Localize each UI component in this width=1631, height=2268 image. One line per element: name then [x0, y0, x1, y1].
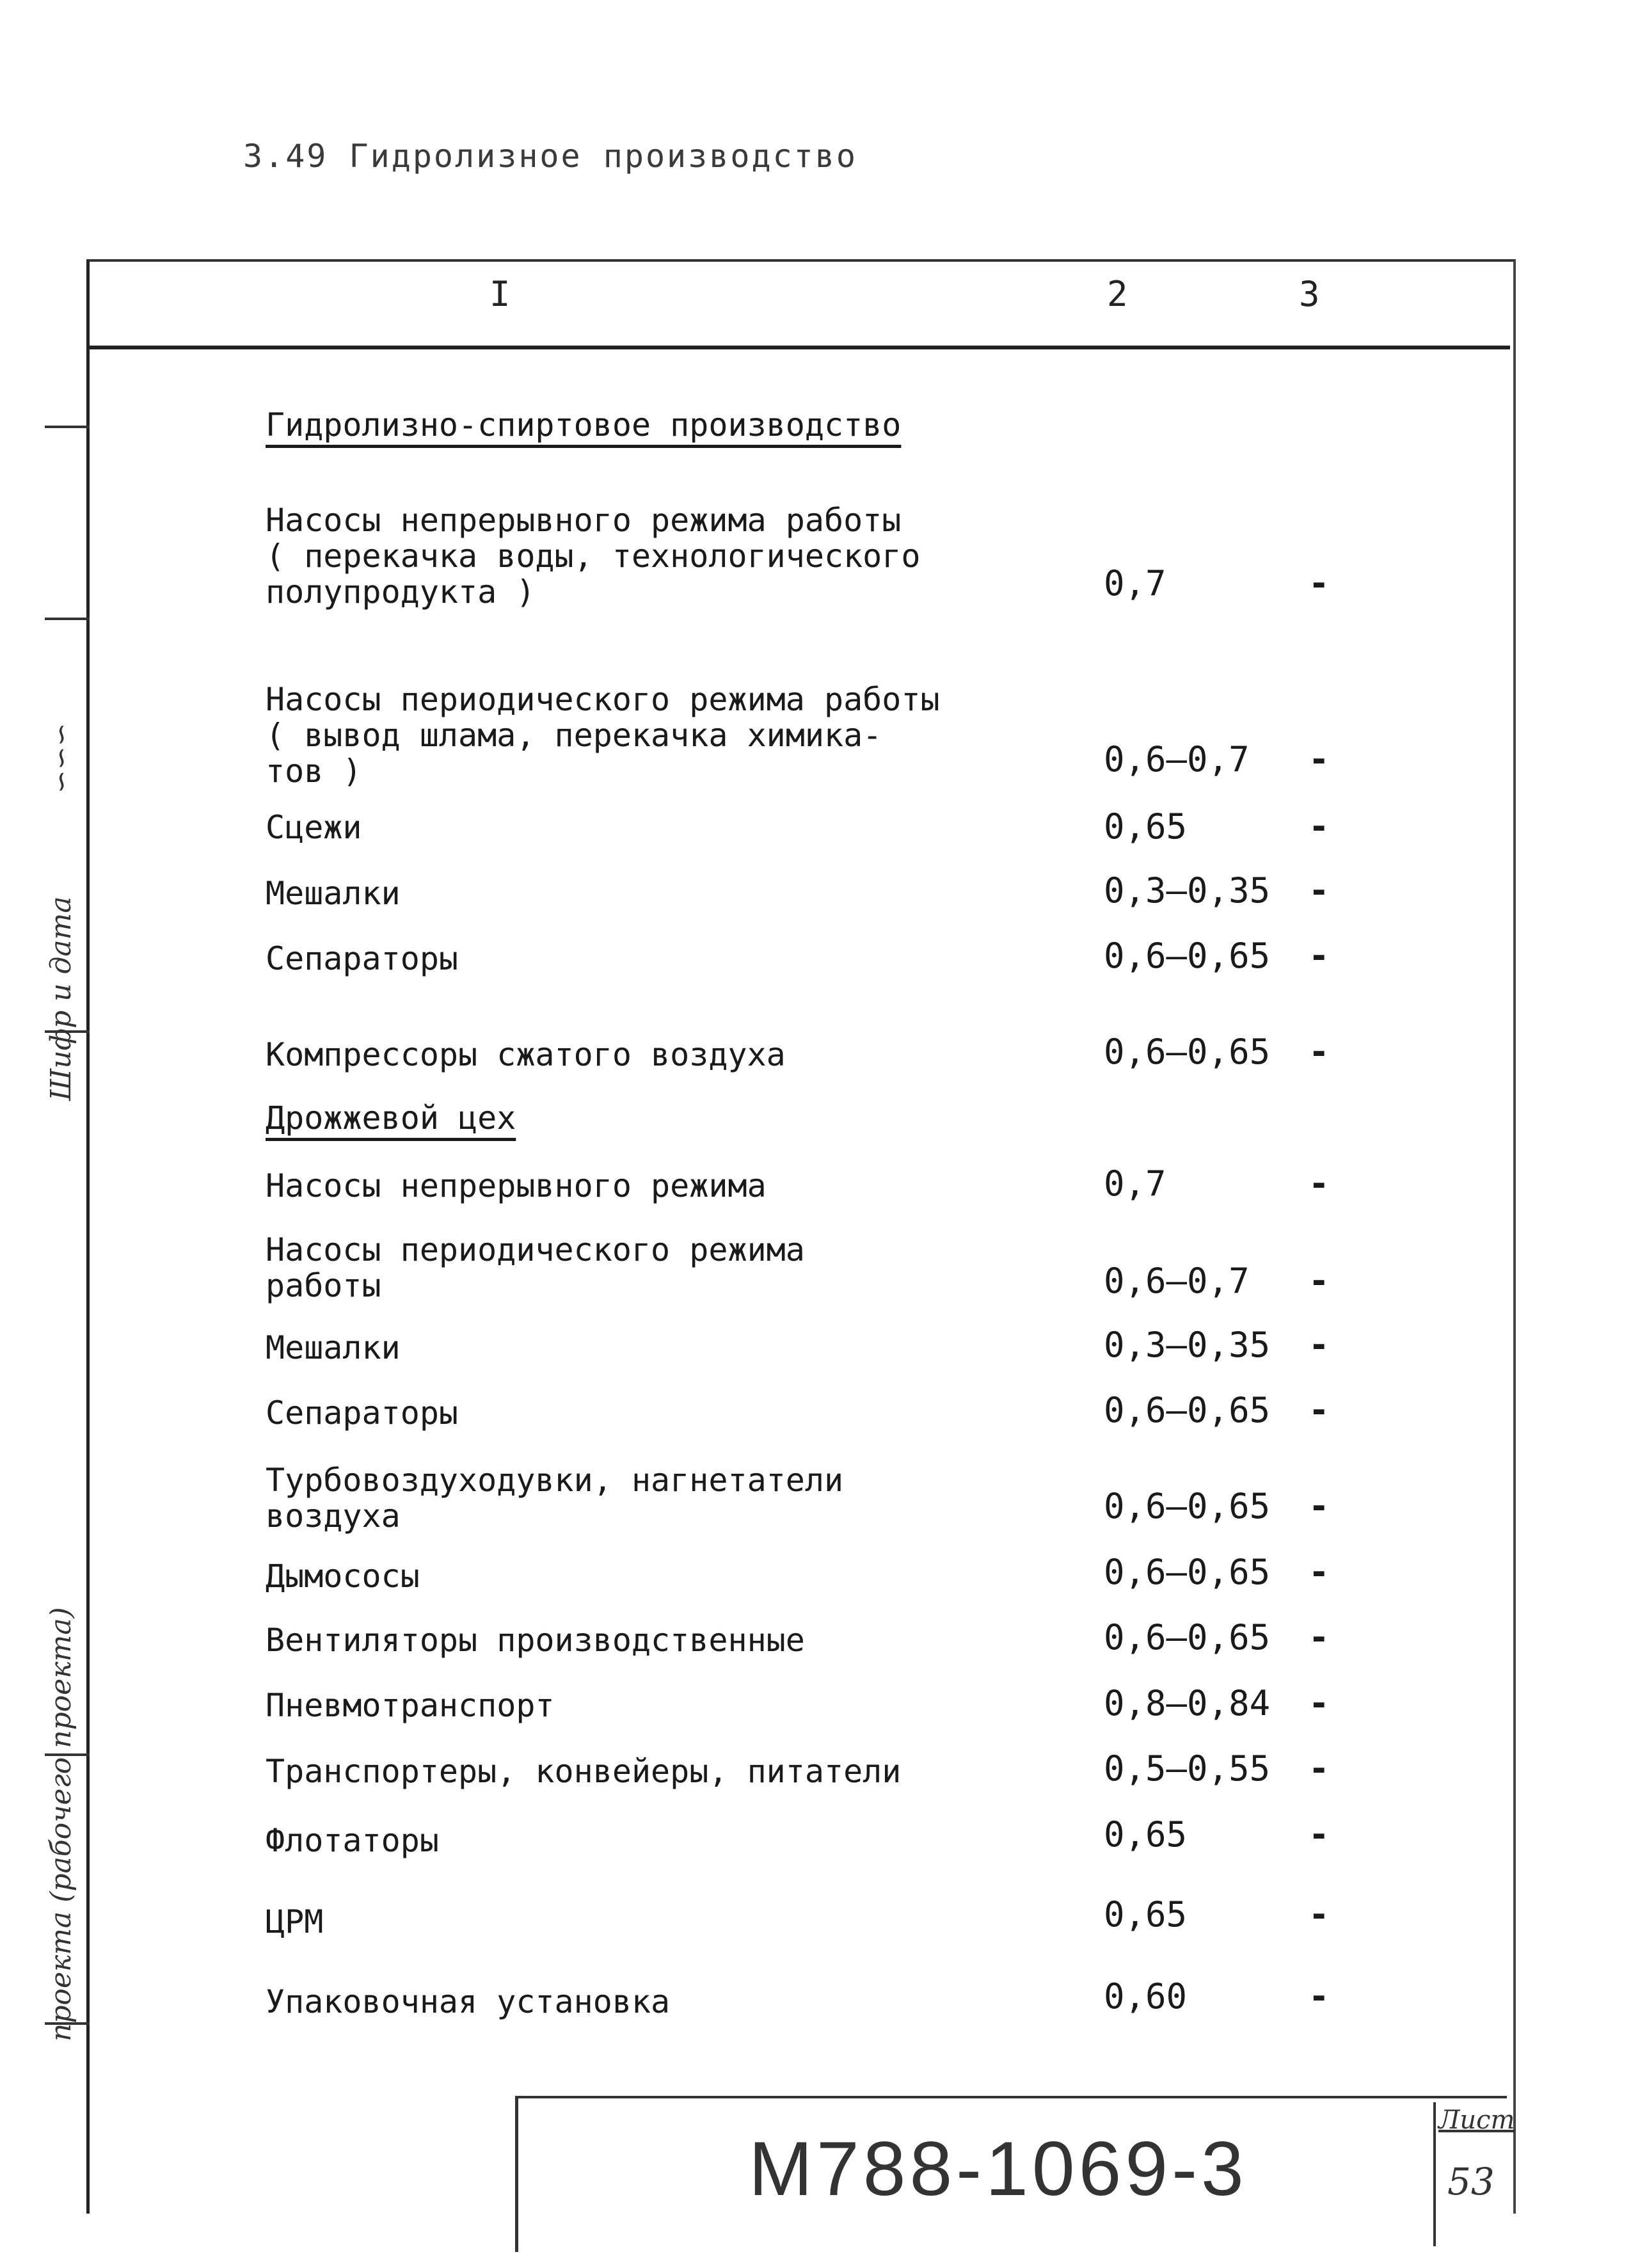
- header-divider: [90, 346, 1510, 349]
- row-value: 0,3–0,35: [1104, 870, 1271, 911]
- margin-stamp-project: проекта (рабочего проекта): [45, 1607, 77, 2041]
- row-col3: -: [1309, 936, 1330, 976]
- row-label: Пневмотранспорт: [266, 1687, 555, 1724]
- row-label: Сцежи: [266, 809, 362, 846]
- row-col3: -: [1309, 1814, 1330, 1855]
- row-value: 0,7: [1104, 563, 1166, 603]
- section-title: Дрожжевой цех: [266, 1099, 516, 1137]
- row-label: Насосы непрерывного режима: [266, 1167, 767, 1204]
- margin-stamp-code: Шифр и дата: [45, 896, 77, 1101]
- row-col3: -: [1309, 1894, 1330, 1935]
- row-col3: -: [1309, 1748, 1330, 1789]
- row-label: Насосы непрерывного режима работы ( перекачка воды, технологического полупродукта ): [266, 502, 921, 611]
- row-col3: -: [1309, 1486, 1330, 1526]
- row-label: Сепараторы: [266, 1394, 459, 1432]
- row-label: Упаковочная установка: [266, 1983, 671, 2020]
- row-label: Флотаторы: [266, 1822, 439, 1859]
- column-header-3: 3: [1299, 274, 1320, 314]
- row-col3: -: [1309, 1261, 1330, 1301]
- row-value: 0,5–0,55: [1104, 1748, 1271, 1789]
- row-label: Дымососы: [266, 1558, 420, 1595]
- row-value: 0,7: [1104, 1163, 1166, 1204]
- row-value: 0,6–0,7: [1104, 739, 1250, 779]
- row-value: 0,6–0,7: [1104, 1261, 1250, 1301]
- column-header-2: 2: [1107, 274, 1128, 314]
- row-col3: -: [1309, 1976, 1330, 2016]
- document-code: М788-1069-3: [749, 2126, 1248, 2212]
- row-label: Турбовоздуходувки, нагнетатели воздуха: [266, 1462, 844, 1535]
- row-value: 0,6–0,65: [1104, 1390, 1271, 1430]
- row-col3: -: [1309, 1325, 1330, 1365]
- row-label: Вентиляторы производственные: [266, 1622, 805, 1659]
- row-value: 0,6–0,65: [1104, 1552, 1271, 1592]
- row-label: Мешалки: [266, 1329, 401, 1366]
- row-label: Транспортеры, конвейеры, питатели: [266, 1753, 902, 1790]
- row-value: 0,6–0,65: [1104, 1486, 1271, 1526]
- row-col3: -: [1309, 1163, 1330, 1204]
- row-label: Сепараторы: [266, 940, 459, 977]
- row-label: Компрессоры сжатого воздуха: [266, 1036, 786, 1073]
- row-label: Мешалки: [266, 875, 401, 912]
- page-heading: 3.49 Гидролизное производство: [243, 138, 857, 175]
- row-col3: -: [1309, 1683, 1330, 1723]
- section-title: Гидролизно-спиртовое производство: [266, 406, 902, 443]
- row-value: 0,65: [1104, 806, 1188, 847]
- row-value: 0,8–0,84: [1104, 1683, 1271, 1723]
- row-col3: -: [1309, 1032, 1330, 1072]
- row-value: 0,6–0,65: [1104, 936, 1271, 976]
- row-col3: -: [1309, 563, 1330, 603]
- margin-signature: ∽∽∽: [45, 723, 77, 794]
- row-col3: -: [1309, 1552, 1330, 1592]
- row-col3: -: [1309, 870, 1330, 911]
- row-value: 0,65: [1104, 1894, 1188, 1935]
- row-label: ЦРМ: [266, 1903, 324, 1940]
- row-col3: -: [1309, 1617, 1330, 1657]
- row-label: Насосы периодического режима работы: [266, 1231, 805, 1304]
- row-col3: -: [1309, 806, 1330, 847]
- sheet-label: Лист: [1438, 2105, 1515, 2135]
- row-value: 0,3–0,35: [1104, 1325, 1271, 1365]
- row-value: 0,6–0,65: [1104, 1032, 1271, 1072]
- row-col3: -: [1309, 1390, 1330, 1430]
- row-col3: -: [1309, 739, 1330, 779]
- row-value: 0,65: [1104, 1814, 1188, 1855]
- row-label: Насосы периодического режима работы ( вывод шлама, перекачка химика- тов ): [266, 681, 940, 790]
- column-header-1: I: [489, 274, 511, 314]
- row-value: 0,6–0,65: [1104, 1617, 1271, 1657]
- margin-divider: [45, 426, 90, 428]
- row-value: 0,60: [1104, 1976, 1188, 2016]
- sheet-number: 53: [1447, 2160, 1495, 2203]
